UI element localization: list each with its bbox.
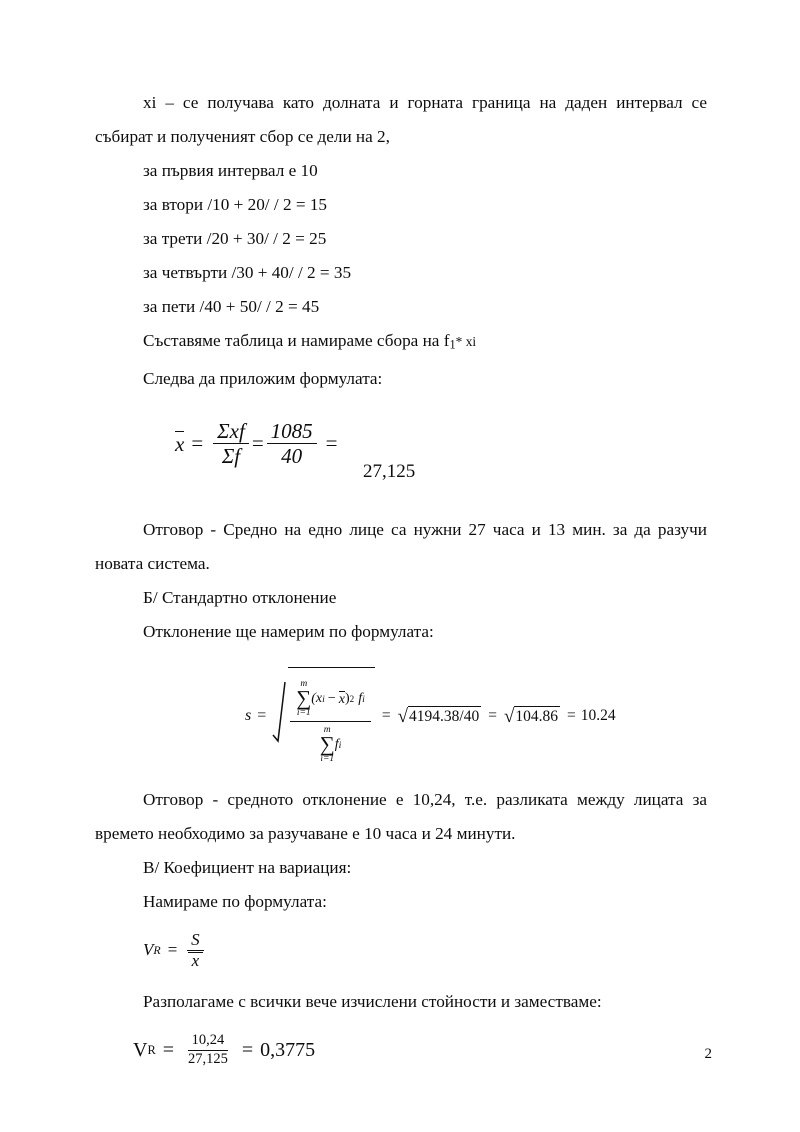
formula-mean-den1: Σf — [221, 443, 241, 468]
sum-symbol-denominator — [320, 726, 335, 765]
radicand-2: 104.86 — [515, 707, 559, 725]
line-section-b: Б/ Стандартно отклонение — [143, 587, 337, 607]
formula-vr-num: S — [187, 931, 204, 951]
formula-vr-den: x — [188, 951, 204, 970]
numerator-open: (x — [311, 691, 323, 707]
formula-mean-result: 27,125 — [363, 460, 416, 482]
formula-std-dev-tail — [377, 706, 616, 726]
formula-vr-numeric-num: 10,24 — [188, 1033, 229, 1050]
page-number: 2 — [704, 1046, 712, 1062]
formula-mean-row — [175, 420, 707, 467]
radicand-1: 4194.38/40 — [409, 707, 480, 725]
formula-mean-den2: 40 — [281, 443, 303, 468]
numerator-minus: − — [327, 691, 336, 707]
formula-mean-eq2: = — [251, 430, 264, 455]
line-table-sum — [95, 324, 707, 362]
numerator-f-sub: i — [362, 693, 365, 705]
formula-vr-eq: = — [166, 940, 179, 960]
formula-std-dev-denominator — [290, 722, 371, 765]
line-interval-3: за трети /20 + 30/ / 2 = 25 — [143, 229, 327, 248]
formula-std-dev-sqrt — [272, 667, 375, 765]
formula-vr-numeric-frac — [184, 1033, 232, 1066]
table-line-prefix: Съставяме таблица и намираме сбора на f — [143, 331, 450, 350]
formula-std-dev-sqrt-body — [288, 667, 375, 765]
denominator-f-sub: i — [338, 739, 342, 751]
line-deviation-intro: Отклонение ще намерим по формулата: — [143, 621, 434, 641]
formula-mean-eq3: = — [325, 430, 338, 455]
formula-std-dev-numerator — [290, 680, 371, 722]
denominator-f: f — [334, 737, 339, 753]
formula-std-dev — [95, 667, 707, 765]
table-line-suffix: * xi — [455, 334, 477, 349]
formula-std-dev-fraction — [290, 680, 371, 765]
formula-mean-eq1: = — [191, 430, 204, 455]
sum-lower-limit-den: i=1 — [320, 754, 335, 765]
formula-std-dev-lhs: s — [245, 706, 252, 724]
formula-mean — [95, 420, 707, 483]
formula-vr-num-row — [133, 1033, 707, 1066]
formula-vr-numeric-eq2: = — [241, 1038, 254, 1061]
sum-glyph-den: ∑ — [319, 732, 335, 757]
formula-vr-numeric-eq1: = — [162, 1038, 174, 1061]
sum-upper-limit-den: m — [323, 724, 331, 735]
formula-vr-lhs-sub: R — [153, 942, 161, 957]
formula-vr-numeric-result: 0,3775 — [260, 1038, 316, 1061]
table-line-subscript: 1 — [449, 337, 456, 352]
line-interval-4: за четвърти /30 + 40/ / 2 = 35 — [143, 263, 352, 282]
line-apply-formula: Следва да приложим формулата: — [143, 368, 383, 388]
formula-variation-numeric — [95, 1033, 707, 1066]
numerator-xbar: x — [338, 692, 345, 708]
radical-glyph-1: √ — [397, 705, 409, 727]
line-interval-5: за пети /40 + 50/ / 2 = 45 — [143, 297, 320, 316]
formula-vr-row — [143, 931, 707, 970]
line-interval-1: за първия интервал е 10 — [143, 161, 318, 180]
page-content — [95, 86, 707, 1067]
std-dev-eq2: = — [381, 706, 391, 724]
formula-mean-num1: Σxf — [213, 420, 249, 444]
formula-vr-frac — [187, 931, 204, 970]
radical-glyph-2: √ — [503, 705, 515, 727]
formula-mean-frac1 — [213, 420, 249, 467]
formula-vr-numeric-den: 27,125 — [188, 1050, 228, 1067]
radical-inline-2 — [504, 706, 560, 726]
formula-mean-frac2 — [267, 420, 317, 467]
line-section-v: В/ Коефициент на вариация: — [143, 857, 352, 877]
formula-vr-numeric-lhs-sub: R — [147, 1042, 156, 1057]
std-dev-result: 10.24 — [580, 706, 616, 724]
formula-std-dev-eq1: = — [257, 706, 267, 724]
formula-variation-coefficient — [95, 931, 707, 970]
formula-mean-lhs: x — [175, 431, 185, 456]
numerator-sub: i — [322, 693, 325, 705]
paragraph-intro: xi – се получава като долната и горната граница на даден интервал се събират и полученият сбор се дели на 2, — [95, 93, 707, 146]
formula-std-dev-row — [245, 667, 707, 765]
sum-glyph: ∑ — [296, 686, 312, 711]
numerator-f: f — [358, 691, 363, 707]
formula-vr-lhs: V — [143, 940, 154, 960]
numerator-close: ) — [345, 691, 350, 707]
line-have-values: Разполагаме с всички вече изчислени стойности и заместваме: — [143, 992, 602, 1012]
numerator-exponent: 2 — [349, 694, 355, 705]
std-dev-eq4: = — [567, 706, 576, 724]
line-interval-2: за втори /10 + 20/ / 2 = 15 — [143, 195, 328, 214]
formula-vr-numeric-lhs: V — [133, 1038, 148, 1061]
sum-lower-limit: i=1 — [296, 708, 311, 719]
paragraph-answer-mean: Отговор - Средно на едно лице са нужни 27 часа и 13 мин. за да разучи новата система. — [95, 519, 707, 573]
radical-inline-1 — [398, 706, 482, 726]
paragraph-answer-deviation: Отговор - средното отклонение е 10,24, т.е. разликата между лицата за времето необходимо за разучаване е 10 часа и 24 минути. — [95, 789, 707, 843]
radical-icon — [272, 667, 288, 765]
std-dev-eq3: = — [488, 706, 497, 724]
formula-mean-num2: 1085 — [267, 420, 317, 444]
sum-symbol-numerator — [296, 680, 311, 719]
sum-upper-limit: m — [300, 678, 308, 689]
line-find-by-formula: Намираме по формулата: — [143, 891, 327, 911]
